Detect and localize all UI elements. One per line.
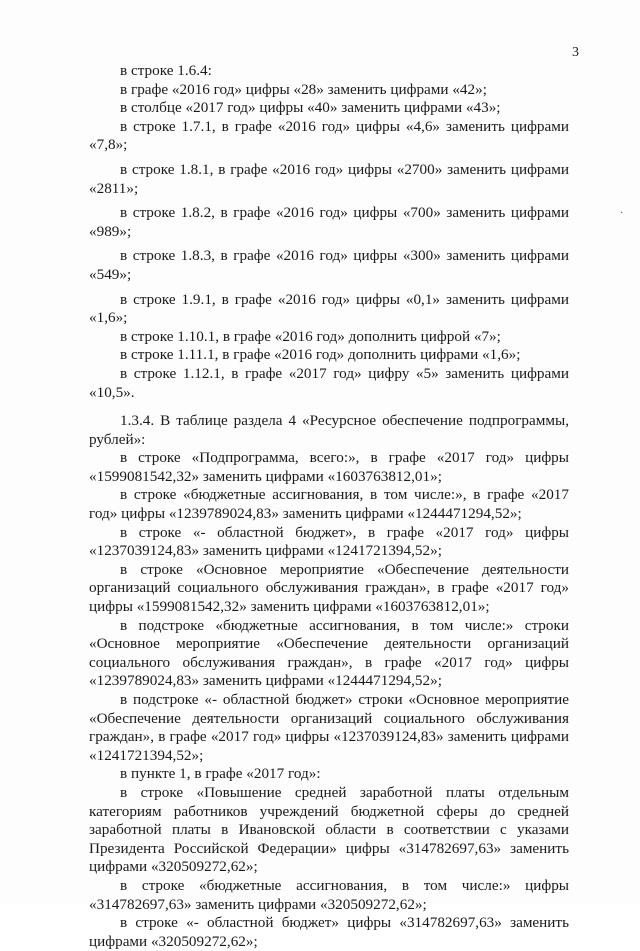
paragraph: в строке «Основное мероприятие «Обеспечение деятельности организаций социального обслуживания граждан», в графе «2017 год» цифры «1599081542,32» заменить цифрами «1603763812,01»;: [89, 560, 569, 616]
paragraph: в строке 1.10.1, в графе «2016 год» дополнить цифрой «7»;: [120, 327, 501, 345]
paragraph: в строке «бюджетные ассигнования, в том числе:» цифры «314782697,63» заменить цифрами «320509272,62»;: [89, 876, 569, 913]
paragraph: в строке 1.8.3, в графе «2016 год» цифры «300» заменить цифрами «549»;: [89, 247, 569, 283]
scan-speck: ·: [620, 208, 624, 219]
paragraph: в строке 1.8.1, в графе «2016 год» цифры «2700» заменить цифрами «2811»;: [89, 160, 569, 197]
paragraph: в строке 1.9.1, в графе «2016 год» цифры «0,1» заменить цифрами «1,6»;: [89, 290, 569, 327]
page-number: 3: [572, 45, 579, 60]
paragraph: в строке «- областной бюджет» цифры «314782697,63» заменить цифрами «320509272,62»;: [89, 914, 569, 950]
paragraph: в подстроке «- областной бюджет» строки «Основное мероприятие «Обеспечение деятельности организаций социального обслуживания граждан», в графе «2017 год» цифры «1237039124,83» заменить цифрами «1241721394,52»;: [89, 691, 569, 764]
document-body: [89, 62, 569, 951]
paragraph: в строке «Подпрограмма, всего:», в графе «2017 год» цифры «1599081542,32» заменить цифрами «1603763812,01»;: [89, 449, 569, 485]
paragraph: в пункте 1, в графе «2017 год»:: [120, 765, 321, 783]
paragraph: в подстроке «бюджетные ассигнования, в том числе:» строки «Основное мероприятие «Обеспечение деятельности организаций социального обслуживания граждан», в графе «2017 год» цифры «1239789024,83» заменить цифрами «1244471294,52»;: [89, 616, 569, 690]
paragraph: в графе «2016 год» цифры «28» заменить цифрами «42»;: [120, 80, 487, 98]
paragraph: в строке 1.7.1, в графе «2016 год» цифры «4,6» заменить цифрами «7,8»;: [89, 117, 569, 154]
paragraph: в строке «Повышение средней заработной платы отдельным категориям работников учреждений бюджетной сферы до средней заработной платы в Ивановской области в соответствии с указами Президента Российской Федерации» цифры «314782697,63» заменить цифрами «320509272,62»;: [89, 783, 569, 876]
section-heading: 1.3.4. В таблице раздела 4 «Ресурсное обеспечение подпрограммы, рублей»:: [89, 412, 569, 448]
paragraph: в строке 1.11.1, в графе «2016 год» дополнить цифрами «1,6»;: [120, 346, 521, 364]
paragraph: в строке 1.12.1, в графе «2017 год» цифру «5» заменить цифрами «10,5».: [89, 364, 569, 401]
paragraph: в столбце «2017 год» цифры «40» заменить цифрами «43»;: [120, 99, 501, 117]
paragraph: в строке «бюджетные ассигнования, в том числе:», в графе «2017 год» цифры «1239789024,83» заменить цифрами «1244471294,52»;: [89, 486, 569, 523]
paragraph: в строке 1.6.4:: [120, 62, 212, 79]
paragraph: в строке «- областной бюджет», в графе «2017 год» цифры «1237039124,83» заменить цифрами «1241721394,52»;: [89, 523, 569, 560]
paragraph: в строке 1.8.2, в графе «2016 год» цифры «700» заменить цифрами «989»;: [89, 204, 569, 240]
